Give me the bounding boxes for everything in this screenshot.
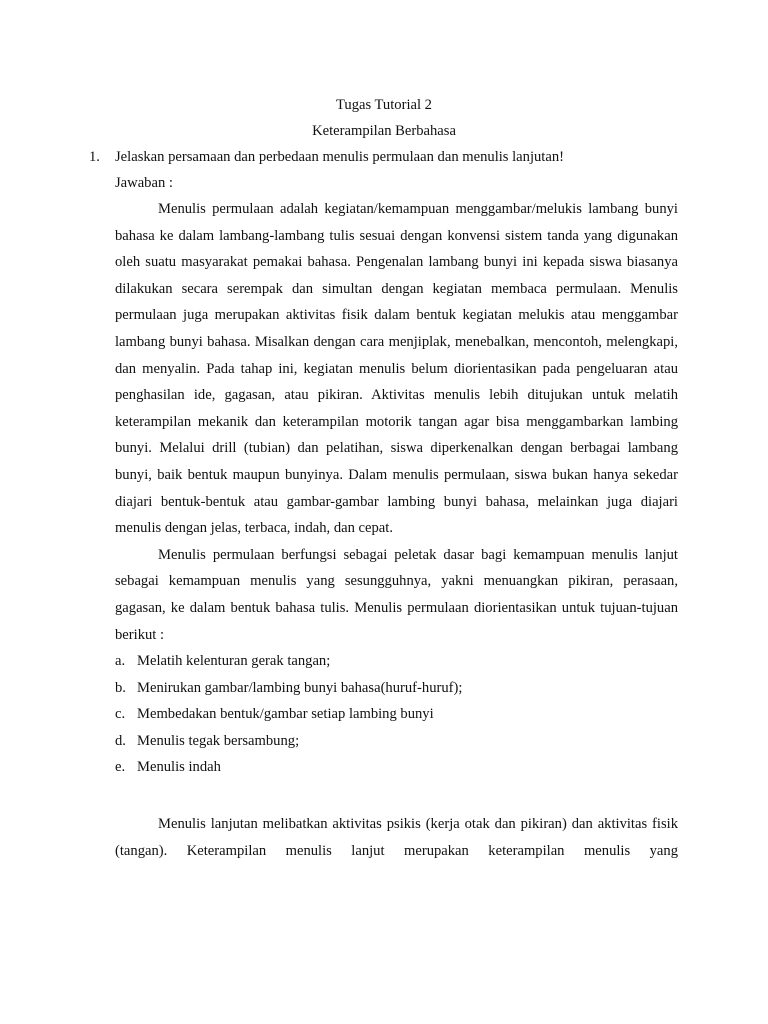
- list-item-text: Menulis tegak bersambung;: [137, 732, 300, 749]
- list-marker: e.: [115, 759, 126, 776]
- list-item-text: Menirukan gambar/lambing bunyi bahasa(huruf-huruf);: [137, 679, 463, 696]
- question-number: 1.: [89, 149, 100, 165]
- paragraph-spacer: [0, 781, 768, 811]
- answer-paragraph-2: Menulis permulaan berfungsi sebagai peletak dasar bagi kemampuan menulis lanjut sebagai kemampuan menulis yang sesungguhnya, yakni menuangkan pikiran, perasaan, gagasan, ke dalam bentuk bahasa tulis. Menulis permulaan diorientasikan untuk tujuan-tujuan berikut :: [115, 546, 678, 643]
- list-item: [115, 648, 768, 675]
- list-marker: c.: [115, 706, 126, 723]
- answer-paragraph-3: Menulis lanjutan melibatkan aktivitas psikis (kerja otak dan pikiran) dan aktivitas fisik (tangan). Keterampilan menulis lanjut merupakan keterampilan menulis yang: [115, 816, 678, 859]
- question-text: Jelaskan persamaan dan perbedaan menulis permulaan dan menulis lanjutan!: [115, 149, 565, 165]
- list-item-text: Melatih kelenturan gerak tangan;: [137, 653, 331, 670]
- objectives-list: [115, 648, 768, 781]
- list-item: [115, 728, 768, 755]
- list-item-text: Membedakan bentuk/gambar setiap lambing bunyi: [137, 706, 434, 723]
- list-item: [115, 701, 768, 728]
- document-subtitle: Keterampilan Berbahasa: [312, 123, 456, 139]
- answer-label: Jawaban :: [115, 175, 173, 191]
- list-item-text: Menulis indah: [137, 759, 221, 776]
- answer-paragraph-1: Menulis permulaan adalah kegiatan/kemampuan menggambar/melukis lambang bunyi bahasa ke dalam lambang-lambang tulis sesuai dengan konvensi sistem tanda yang digunakan oleh suatu masyarakat pemakai bahasa. Pengenalan lambang bunyi ini kepada siswa biasanya dilakukan secara serempak dan simultan dengan kegiatan membaca permulaan. Menulis permulaan juga merupakan aktivitas fisik dalam bentuk kegiatan melukis atau menggambar lambang bunyi bahasa. Misalkan dengan cara menjiplak, menebalkan, mencontoh, melengkapi, dan menyalin. Pada tahap ini, kegiatan menulis belum diorientasikan pada pengeluaran atau penghasilan ide, gagasan, atau pikiran. Aktivitas menulis lebih ditujukan untuk melatih keterampilan mekanik dan keterampilan motorik tangan agar bisa menggambarkan lambing bunyi. Melalui drill (tubian) dan pelatihan, siswa diperkenalkan dengan berbagai lambang bunyi, baik bentuk maupun bunyinya. Dalam menulis permulaan, siswa bukan hanya sekedar diajari bentuk-bentuk atau gambar-gambar lambing bunyi bahasa, melainkan juga diajari menulis dengan jelas, terbaca, indah, dan cepat.: [115, 201, 678, 537]
- document-title: Tugas Tutorial 2: [336, 97, 432, 113]
- list-item: [115, 675, 768, 702]
- list-item: [115, 754, 768, 781]
- list-marker: a.: [115, 653, 126, 670]
- list-marker: b.: [115, 679, 126, 696]
- list-marker: d.: [115, 732, 126, 749]
- question-item: [89, 144, 678, 170]
